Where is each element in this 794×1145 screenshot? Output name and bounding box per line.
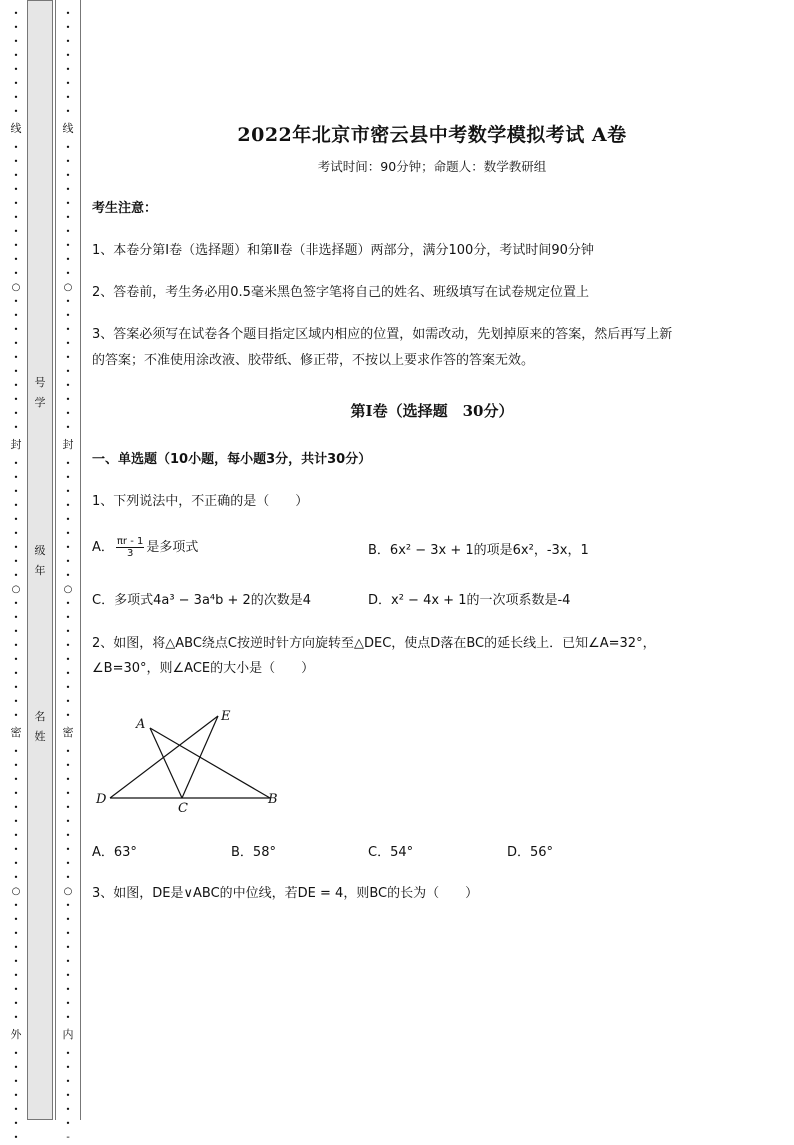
question-2-option-a: A．63° (92, 845, 137, 860)
binding-label: 线 (10, 122, 22, 135)
binding-dot (61, 470, 75, 484)
binding-dot (61, 828, 75, 842)
binding-dot (61, 364, 75, 378)
line-ab (150, 728, 270, 798)
binding-dot (9, 926, 23, 940)
field-label-xing: 姓 (34, 730, 46, 743)
binding-dot (9, 76, 23, 90)
binding-dot (61, 926, 75, 940)
binding-label: 外 (10, 1028, 22, 1041)
binding-dot (61, 6, 75, 20)
question-1-option-d: D．x² − 4x + 1的一次项系数是-4 (368, 593, 571, 608)
binding-dot (61, 48, 75, 62)
binding-dot (9, 638, 23, 652)
point-label-e: E (221, 709, 231, 724)
point-label-b: B (268, 792, 278, 807)
binding-dot (9, 364, 23, 378)
binding-dot (9, 624, 23, 638)
binding-dot (61, 456, 75, 470)
binding-dot (61, 680, 75, 694)
binding-dot (9, 322, 23, 336)
question-1-stem: 1、下列说法中，不正确的是（ ） (92, 494, 309, 509)
binding-dot (9, 140, 23, 154)
binding-dot (9, 238, 23, 252)
binding-dot (9, 210, 23, 224)
binding-dot (61, 814, 75, 828)
binding-hole-circle (61, 582, 75, 596)
binding-dot (9, 758, 23, 772)
binding-dot (61, 238, 75, 252)
binding-dot (61, 744, 75, 758)
binding-dot (9, 392, 23, 406)
binding-dot (61, 168, 75, 182)
binding-dot (9, 772, 23, 786)
binding-dot (61, 336, 75, 350)
binding-dot (9, 154, 23, 168)
binding-dot (9, 484, 23, 498)
triangle-rotation-figure (92, 700, 292, 820)
binding-dot (61, 786, 75, 800)
binding-dot (61, 1130, 75, 1144)
fraction (116, 536, 144, 559)
option-a-prefix: A． (92, 540, 114, 555)
field-label-name: 名 (34, 710, 46, 723)
binding-dot (61, 350, 75, 364)
binding-dot (9, 786, 23, 800)
line-ac (150, 728, 182, 798)
binding-dot (61, 968, 75, 982)
notice-item-3: 3、答案必须写在试卷各个题目指定区域内相应的位置，如需改动，先划掉原来的答案，然后再写上新 (92, 327, 673, 342)
question-2-option-d: D．56° (507, 845, 554, 860)
binding-dot (9, 828, 23, 842)
binding-dot (9, 526, 23, 540)
binding-dot (61, 1088, 75, 1102)
question-1-option-c: C．多项式4a³ − 3a⁴b + 2的次数是4 (92, 593, 312, 608)
binding-label: 内 (62, 1028, 74, 1041)
binding-dot (9, 708, 23, 722)
binding-dot (9, 48, 23, 62)
page-title: 2022年北京市密云县中考数学模拟考试 A卷 (237, 124, 627, 146)
question-1-option-a (92, 536, 198, 559)
binding-dot (61, 526, 75, 540)
binding-dot (9, 940, 23, 954)
binding-dot (61, 140, 75, 154)
part-heading: 一、单选题（10小题，每小题3分，共计30分） (92, 452, 372, 467)
field-label-xue: 学 (34, 396, 46, 409)
question-2-stem-line2: ∠B=30°，则∠ACE的大小是（ ） (92, 661, 315, 676)
binding-label: 密 (10, 726, 22, 739)
inner-dotted-line (61, 6, 75, 1144)
binding-dot (9, 182, 23, 196)
question-2-option-c: C．54° (368, 845, 414, 860)
binding-dot (9, 294, 23, 308)
binding-dot (9, 870, 23, 884)
binding-dot (9, 1116, 23, 1130)
binding-dot (9, 1010, 23, 1024)
notice-item-1: 1、本卷分第Ⅰ卷（选择题）和第Ⅱ卷（非选择题）两部分，满分100分，考试时间90分钟 (92, 243, 594, 258)
question-1-option-b: B．6x² − 3x + 1的项是6x²，-3x，1 (368, 543, 589, 558)
binding-dot (61, 554, 75, 568)
binding-dot (61, 420, 75, 434)
binding-dot (61, 104, 75, 118)
binding-dot (9, 856, 23, 870)
binding-dot (61, 912, 75, 926)
binding-dot (61, 568, 75, 582)
question-2-stem-line1: 2、如图，将△ABC绕点C按逆时针方向旋转至△DEC，使点D落在BC的延长线上．已知∠A=32°， (92, 636, 656, 651)
student-info-strip (27, 0, 53, 1120)
binding-dot (61, 322, 75, 336)
binding-dot (61, 20, 75, 34)
point-label-a: A (136, 717, 146, 732)
binding-margin (0, 0, 84, 1123)
binding-dot (61, 870, 75, 884)
notice-item-3-cont: 的答案；不准使用涂改液、胶带纸、修正带，不按以上要求作答的答案无效。 (92, 353, 535, 368)
binding-dot (9, 912, 23, 926)
binding-dot (61, 996, 75, 1010)
binding-dot (61, 1116, 75, 1130)
binding-dot (61, 1060, 75, 1074)
binding-dot (9, 34, 23, 48)
section-title: 第Ⅰ卷（选择题 30分） (350, 402, 514, 420)
fraction-numerator: πr - 1 (116, 536, 144, 547)
binding-dot (61, 954, 75, 968)
binding-dot (9, 540, 23, 554)
binding-dot (9, 1060, 23, 1074)
field-label-nian: 年 (34, 564, 46, 577)
binding-dot (9, 420, 23, 434)
binding-dot (61, 266, 75, 280)
binding-dot (61, 154, 75, 168)
binding-dot (9, 512, 23, 526)
binding-dot (9, 1074, 23, 1088)
notice-item-2: 2、答卷前，考生务必用0.5毫米黑色签字笔将自己的姓名、班级填写在试卷规定位置上 (92, 285, 589, 300)
binding-dot (9, 610, 23, 624)
binding-dot (61, 898, 75, 912)
binding-dot (9, 1130, 23, 1144)
binding-dot (9, 996, 23, 1010)
binding-label: 线 (62, 122, 74, 135)
binding-dot (9, 252, 23, 266)
binding-dot (61, 196, 75, 210)
binding-dot (9, 554, 23, 568)
binding-dot (9, 568, 23, 582)
binding-dot (9, 308, 23, 322)
binding-dot (61, 62, 75, 76)
binding-dot (9, 470, 23, 484)
binding-dot (9, 6, 23, 20)
binding-dot (9, 954, 23, 968)
binding-label: 封 (10, 438, 22, 451)
binding-dot (61, 378, 75, 392)
binding-dot (61, 1074, 75, 1088)
binding-dot (61, 540, 75, 554)
binding-dot (9, 498, 23, 512)
binding-dot (61, 294, 75, 308)
binding-hole-circle (9, 582, 23, 596)
binding-dot (61, 772, 75, 786)
binding-dot (61, 308, 75, 322)
binding-label: 封 (62, 438, 74, 451)
binding-dot (9, 898, 23, 912)
binding-dot (61, 596, 75, 610)
binding-dot (9, 842, 23, 856)
binding-dot (61, 34, 75, 48)
binding-dot (9, 378, 23, 392)
fraction-denominator: 3 (126, 548, 134, 559)
binding-dot (9, 336, 23, 350)
binding-dot (9, 20, 23, 34)
binding-dot (9, 694, 23, 708)
binding-dot (61, 182, 75, 196)
binding-hole-circle (9, 884, 23, 898)
binding-dot (61, 512, 75, 526)
binding-dot (61, 666, 75, 680)
binding-dot (61, 484, 75, 498)
binding-dot (61, 90, 75, 104)
binding-dot (9, 266, 23, 280)
binding-dot (61, 982, 75, 996)
binding-dot (9, 814, 23, 828)
binding-dot (9, 90, 23, 104)
binding-dot (9, 652, 23, 666)
field-label-grade: 级 (34, 544, 46, 557)
point-label-c: C (178, 801, 188, 816)
binding-dot (61, 498, 75, 512)
binding-dot (61, 694, 75, 708)
binding-dot (9, 168, 23, 182)
field-label-number: 号 (34, 376, 46, 389)
line-de (110, 716, 218, 798)
binding-dot (61, 638, 75, 652)
binding-dot (9, 680, 23, 694)
binding-dot (9, 596, 23, 610)
binding-dot (61, 406, 75, 420)
binding-dot (61, 624, 75, 638)
question-3-stem: 3、如图，DE是∨ABC的中位线，若DE = 4，则BC的长为（ ） (92, 886, 479, 901)
question-2-option-b: B．58° (231, 845, 276, 860)
binding-dot (9, 104, 23, 118)
binding-dot (61, 1102, 75, 1116)
binding-dot (9, 800, 23, 814)
notice-heading: 考生注意： (92, 201, 158, 216)
binding-dot (61, 758, 75, 772)
binding-dot (61, 224, 75, 238)
binding-hole-circle (9, 280, 23, 294)
binding-dot (9, 982, 23, 996)
binding-dot (61, 842, 75, 856)
binding-hole-circle (61, 884, 75, 898)
binding-dot (9, 456, 23, 470)
option-a-suffix: 是多项式 (146, 540, 199, 555)
binding-dot (61, 392, 75, 406)
binding-dot (9, 62, 23, 76)
binding-dot (61, 210, 75, 224)
binding-dot (61, 1046, 75, 1060)
binding-dot (61, 76, 75, 90)
line-ec (182, 716, 218, 798)
binding-dot (61, 708, 75, 722)
binding-dot (61, 252, 75, 266)
binding-dot (9, 1088, 23, 1102)
binding-dot (9, 224, 23, 238)
point-label-d: D (96, 792, 107, 807)
binding-dot (9, 1046, 23, 1060)
binding-dot (61, 856, 75, 870)
binding-dot (61, 1010, 75, 1024)
binding-dot (9, 406, 23, 420)
binding-dot (61, 800, 75, 814)
binding-dot (9, 968, 23, 982)
binding-dot (9, 666, 23, 680)
binding-label: 密 (62, 726, 74, 739)
binding-dot (9, 196, 23, 210)
binding-dot (61, 610, 75, 624)
binding-hole-circle (61, 280, 75, 294)
binding-dot (61, 652, 75, 666)
binding-dot (61, 940, 75, 954)
binding-dot (9, 1102, 23, 1116)
binding-dot (9, 744, 23, 758)
binding-dot (9, 350, 23, 364)
exam-subtitle: 考试时间：90分钟；命题人：数学教研组 (317, 159, 547, 174)
outer-dotted-line (9, 6, 23, 1144)
